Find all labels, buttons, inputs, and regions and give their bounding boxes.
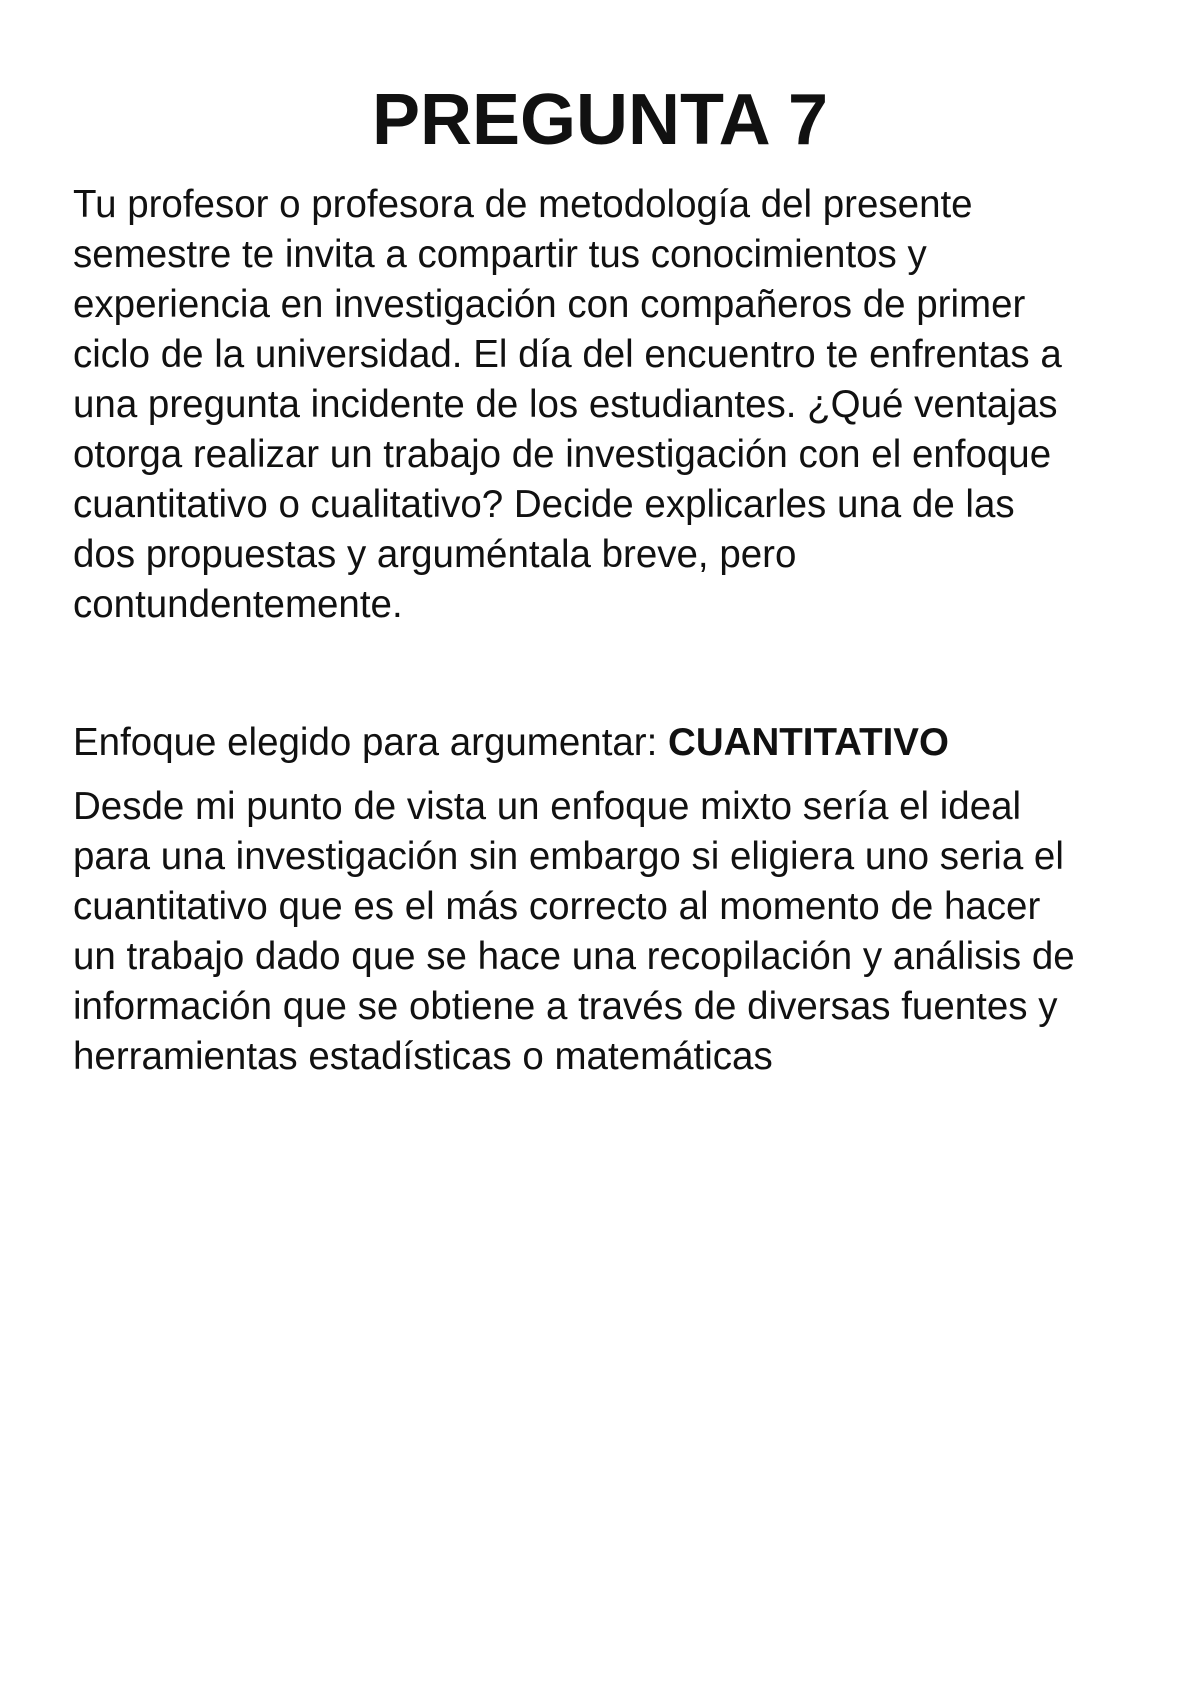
- question-prompt: [73, 180, 1133, 630]
- question-line: ciclo de la universidad. El día del encuentro te enfrentas a: [73, 333, 1062, 376]
- answer-line: para una investigación sin embargo si eligiera uno seria el: [73, 835, 1064, 878]
- answer-line: Desde mi punto de vista un enfoque mixto sería el ideal: [73, 785, 1022, 828]
- question-line: cuantitativo o cualitativo? Decide explicarles una de las: [73, 483, 1015, 526]
- question-line: experiencia en investigación con compañeros de primer: [73, 283, 1026, 326]
- question-line: otorga realizar un trabajo de investigación con el enfoque: [73, 433, 1052, 476]
- question-line: una pregunta incidente de los estudiantes. ¿Qué ventajas: [73, 383, 1058, 426]
- question-line: semestre te invita a compartir tus conocimientos y: [73, 233, 927, 276]
- answer-line: un trabajo dado que se hace una recopilación y análisis de: [73, 935, 1075, 978]
- chosen-approach-value: CUANTITATIVO: [668, 721, 949, 764]
- chosen-approach: [73, 718, 1133, 768]
- question-line: dos propuestas y arguméntala breve, pero: [73, 533, 797, 576]
- answer-line: herramientas estadísticas o matemáticas: [73, 1035, 773, 1078]
- chosen-approach-label: Enfoque elegido para argumentar:: [73, 721, 669, 764]
- question-line: contundentemente.: [73, 583, 403, 626]
- page-title: PREGUNTA 7: [371, 80, 829, 160]
- chosen-approach-line: [73, 718, 1133, 768]
- answer-line: cuantitativo que es el más correcto al momento de hacer: [73, 885, 1041, 928]
- answer-text: [73, 782, 1133, 1082]
- answer-line: información que se obtiene a través de diversas fuentes y: [73, 985, 1058, 1028]
- question-line: Tu profesor o profesora de metodología del presente: [73, 183, 973, 226]
